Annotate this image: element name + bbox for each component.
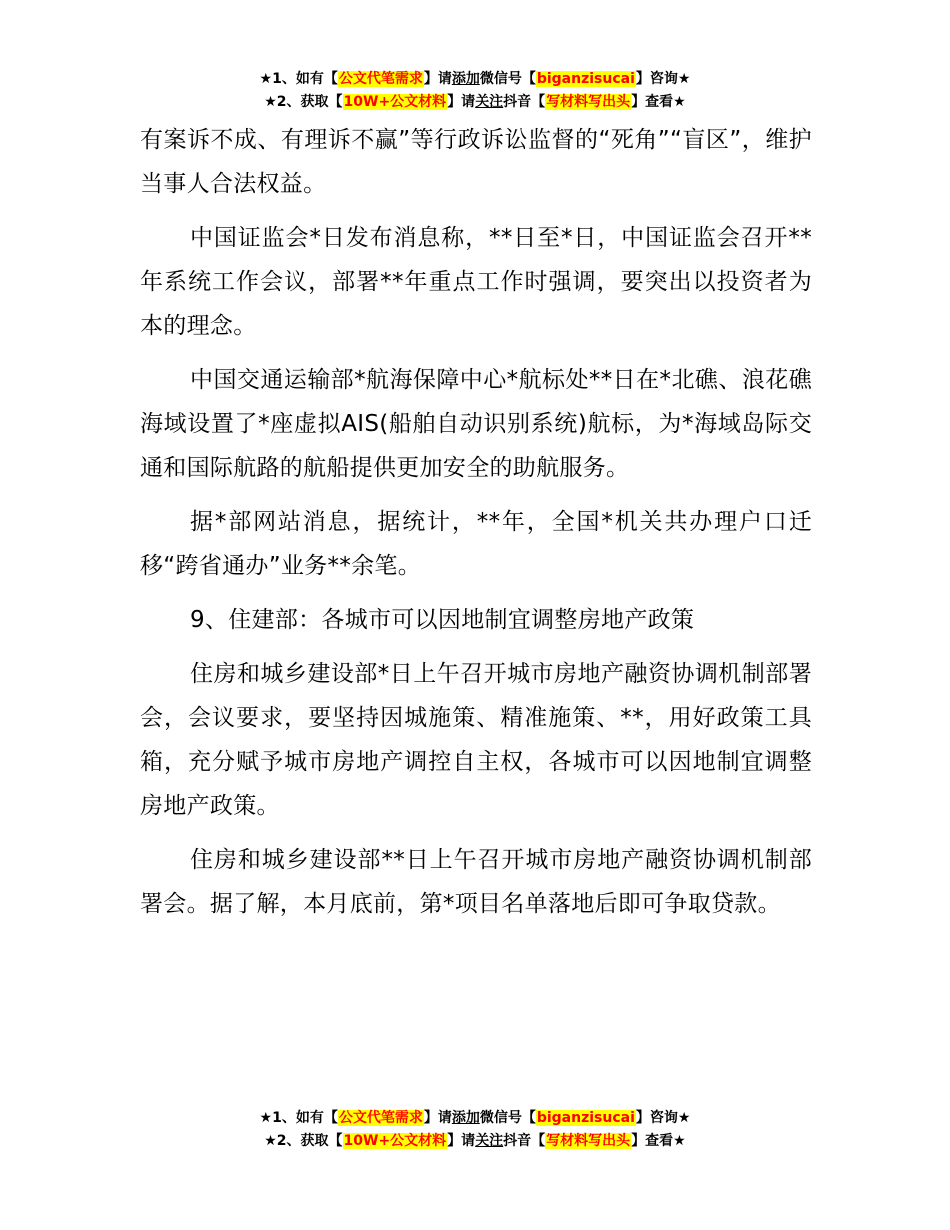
highlight-douyin-id: 写材料写出头 <box>546 1133 631 1149</box>
highlight-wechat-id: biganzisucai <box>536 71 635 87</box>
highlight-service: 公文代笔需求 <box>338 71 423 87</box>
banner-line-2: ★2、获取【10W+公文材料】请关注抖音【写材料写出头】查看★ <box>264 1133 686 1149</box>
highlight-wechat-id: biganzisucai <box>536 1110 635 1126</box>
paragraph: 中国证监会*日发布消息称，**日至*日，中国证监会召开**年系统工作会议，部署**年重点工作时强调，要突出以投资者为本的理念。 <box>140 225 812 339</box>
footer-banner <box>0 1107 950 1153</box>
document-body <box>140 118 812 936</box>
paragraph: 中国交通运输部*航海保障中心*航标处**日在*北礁、浪花礁海域设置了*座虚拟AIS(船舶自动识别系统)航标，为*海域岛际交通和国际航路的航船提供更加安全的助航服务。 <box>140 367 812 481</box>
banner-line-1: ★1、如有【公文代笔需求】请添加微信号【biganzisucai】咨询★ <box>259 71 691 87</box>
paragraph: 住房和城乡建设部*日上午召开城市房地产融资协调机制部署会，会议要求，要坚持因城施策、精准施策、**，用好政策工具箱，充分赋予城市房地产调控自主权，各城市可以因地制宜调整房地产政策。 <box>140 661 812 819</box>
paragraph-continued: 有案诉不成、有理诉不赢”等行政诉讼监督的“死角”“盲区”，维护当事人合法权益。 <box>140 127 812 197</box>
header-banner <box>0 68 950 114</box>
banner-line-1: ★1、如有【公文代笔需求】请添加微信号【biganzisucai】咨询★ <box>259 1110 691 1126</box>
highlight-materials: 10W+公文材料 <box>343 1133 447 1149</box>
highlight-service: 公文代笔需求 <box>338 1110 423 1126</box>
paragraph: 据*部网站消息，据统计，**年，全国*机关共办理户口迁移“跨省通办”业务**余笔。 <box>140 509 812 579</box>
highlight-douyin-id: 写材料写出头 <box>546 94 631 110</box>
paragraph: 住房和城乡建设部**日上午召开城市房地产融资协调机制部署会。据了解，本月底前，第*项目名单落地后即可争取贷款。 <box>140 847 812 917</box>
highlight-materials: 10W+公文材料 <box>343 94 447 110</box>
banner-line-2: ★2、获取【10W+公文材料】请关注抖音【写材料写出头】查看★ <box>264 94 686 110</box>
section-heading: 9、住建部：各城市可以因地制宜调整房地产政策 <box>190 607 695 633</box>
